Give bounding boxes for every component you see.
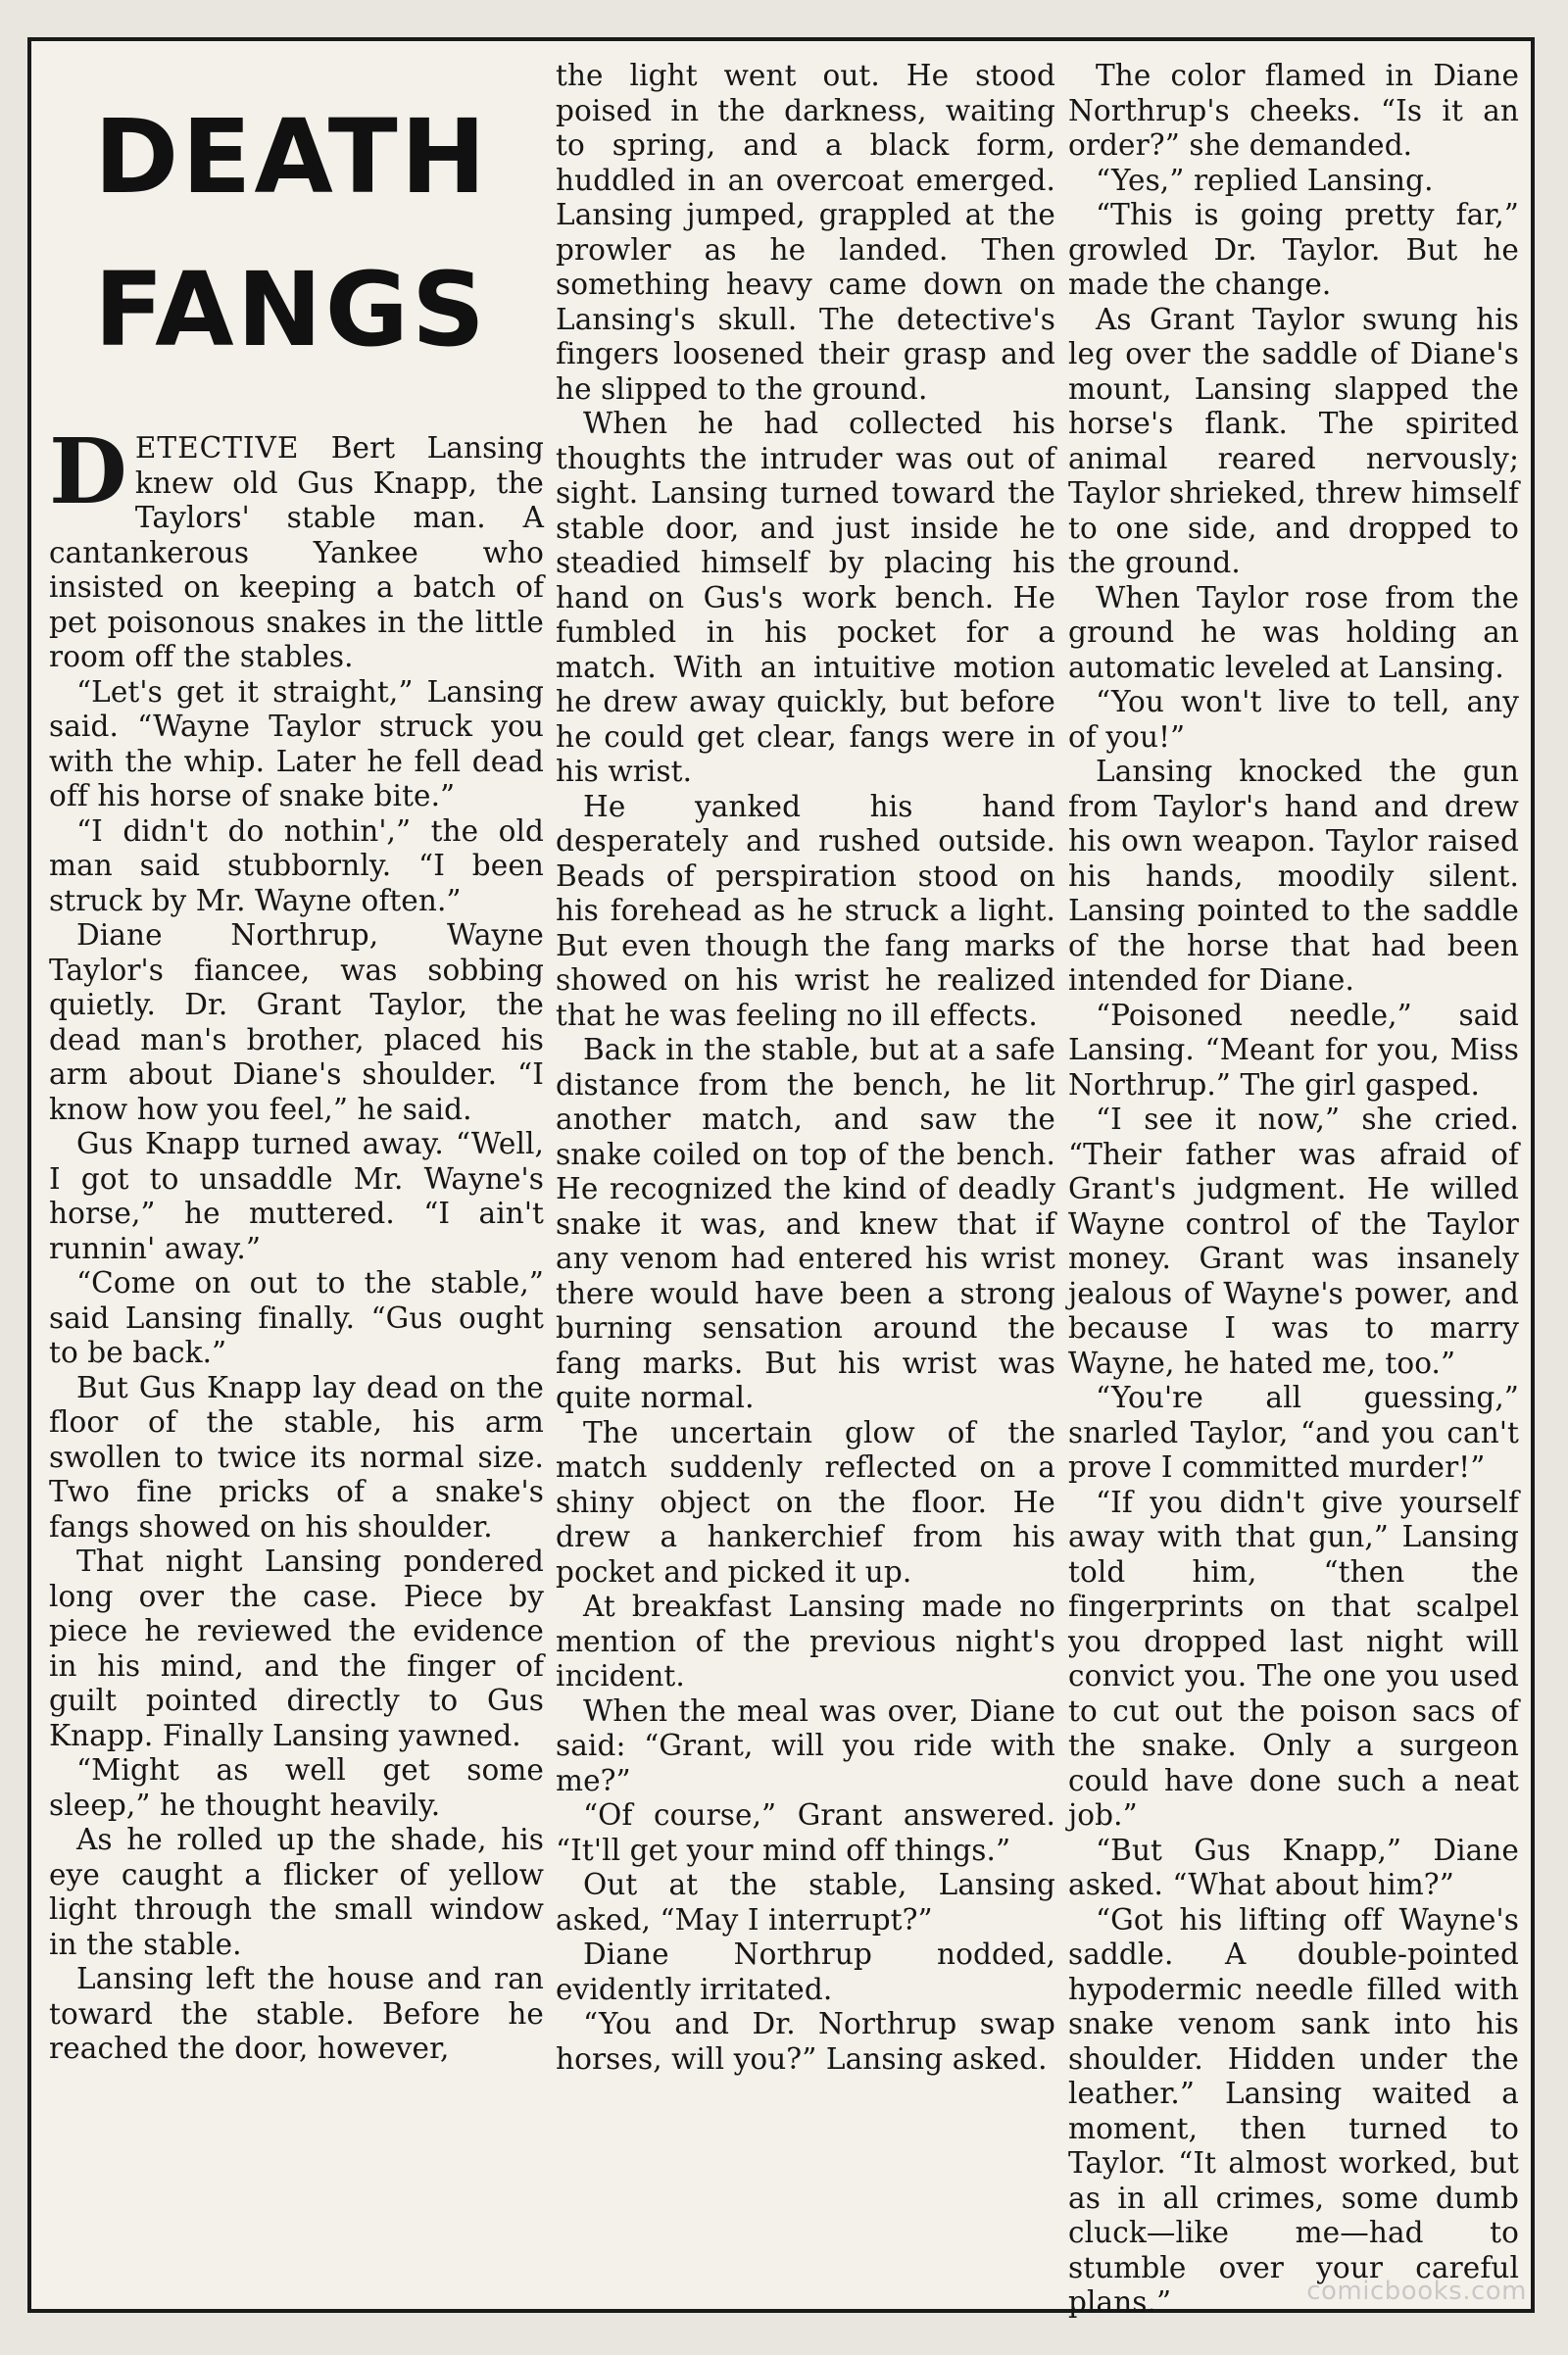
paragraph: “You're all guessing,” snarled Taylor, “and you can't prove I committed murder!” (1068, 1381, 1519, 1484)
paragraph: “I didn't do nothin',” the old man said stubbornly. “I been struck by Mr. Wayne often.” (49, 813, 544, 917)
paragraph: The uncertain glow of the match suddenly reflected on a shiny object on the floor. He drew a hankerchief from his pocket and picked it up. (556, 1415, 1055, 1589)
column-2 (556, 59, 1055, 2077)
paragraph: “You and Dr. Northrup swap horses, will you?” Lansing asked. (556, 2007, 1055, 2076)
story-title (94, 80, 544, 386)
paragraph: Back in the stable, but at a safe distance from the bench, he lit another match, and saw the snake coiled on top of the bench. He recognized the kind of deadly snake it was, and knew that if any venom had entered his wrist there would have been a strong burning sensation around the fang marks. But his wrist was quite normal. (556, 1033, 1055, 1414)
drop-cap: D (49, 418, 127, 524)
paragraph: “Of course,” Grant answered. “It'll get your mind off things.” (556, 1798, 1055, 1867)
paragraph: That night Lansing pondered long over the case. Piece by piece he reviewed the evidence in his mind, and the finger of guilt pointed directly to Gus Knapp. Finally Lansing yawned. (49, 1545, 544, 1752)
column-1-body (49, 418, 544, 2067)
paragraph: But Gus Knapp lay dead on the floor of the stable, his arm swollen to twice its normal size. Two fine pricks of a snake's fangs showed on his shoulder. (49, 1370, 544, 1544)
story-frame (27, 37, 1535, 2319)
paragraph: Out at the stable, Lansing asked, “May I interrupt?” (556, 1868, 1055, 1937)
paragraph: “If you didn't give yourself away with that gun,” Lansing told him, “then the fingerprints on that scalpel you dropped last night will convict you. The one you used to cut out the poison sacs of the snake. Only a surgeon could have done such a neat job.” (1068, 1485, 1519, 1832)
site-watermark: comicbooks.com (1306, 2277, 1527, 2306)
opening-paragraph (49, 418, 544, 675)
title-line-1: DEATH (94, 97, 489, 217)
column-3 (1068, 59, 1519, 2321)
paragraph: “This is going pretty far,” growled Dr. Taylor. But he made the change. (1068, 198, 1519, 301)
paragraph: “Come on out to the stable,” said Lansing finally. “Gus ought to be back.” (49, 1266, 544, 1369)
paragraph: “Might as well get some sleep,” he thought heavily. (49, 1753, 544, 1822)
paragraph: “I see it now,” she cried. “Their father was afraid of Grant's judgment. He willed Wayne control of the Taylor money. Grant was insanely jealous of Wayne's power, and because I was to marry Wayne, he hated me, too.” (1068, 1103, 1519, 1380)
paragraph: As Grant Taylor swung his leg over the saddle of Diane's mount, Lansing slapped the horse's flank. The spirited animal reared nervously; Taylor shrieked, threw himself to one side, and dropped to the ground. (1068, 302, 1519, 579)
paragraph: When Taylor rose from the ground he was holding an automatic leveled at Lansing. (1068, 580, 1519, 684)
paragraph: Lansing knocked the gun from Taylor's hand and drew his own weapon. Taylor raised his hands, moodily silent. Lansing pointed to the saddle of the horse that had been intended for Diane. (1068, 755, 1519, 997)
title-line-2: FANGS (94, 250, 488, 369)
opening-word: ETECTIVE (134, 431, 300, 465)
paragraph: Gus Knapp turned away. “Well, I got to unsaddle Mr. Wayne's horse,” he muttered. “I ain't runnin' away.” (49, 1127, 544, 1265)
paragraph: The color flamed in Diane Northrup's cheeks. “Is it an order?” she demanded. (1068, 59, 1519, 162)
paragraph: Diane Northrup nodded, evidently irritated. (556, 1938, 1055, 2006)
paragraph: “Got his lifting off Wayne's saddle. A double-pointed hypodermic needle filled with snake venom sank into his shoulder. Hidden under the leather.” Lansing waited a moment, then turned to Taylor. “It almost worked, but as in all crimes, some dumb cluck—like me—had to stumble over your careful plans.” (1068, 1902, 1519, 2319)
paragraph: When he had collected his thoughts the intruder was out of sight. Lansing turned toward the stable door, and just inside he steadied himself by placing his hand on Gus's work bench. He fumbled in his pocket for a match. With an intuitive motion he drew away quickly, but before he could get clear, fangs were in his wrist. (556, 407, 1055, 788)
paragraph: “Let's get it straight,” Lansing said. “Wayne Taylor struck you with the whip. Later he fell dead off his horse of snake bite.” (49, 674, 544, 812)
paragraph: He yanked his hand desperately and rushed outside. Beads of perspiration stood on his forehead as he struck a light. But even though the fang marks showed on his wrist he realized that he was feeling no ill effects. (556, 789, 1055, 1032)
column-1 (49, 41, 544, 2067)
paragraph: When the meal was over, Diane said: “Grant, will you ride with me?” (556, 1693, 1055, 1797)
paragraph: As he rolled up the shade, his eye caught a flicker of yellow light through the small window in the stable. (49, 1823, 544, 1961)
paragraph: Diane Northrup, Wayne Taylor's fiancee, was sobbing quietly. Dr. Grant Taylor, the dead man's brother, placed his arm about Diane's shoulder. “I know how you feel,” he said. (49, 918, 544, 1126)
paragraph: At breakfast Lansing made no mention of the previous night's incident. (556, 1590, 1055, 1693)
paragraph: “You won't live to tell, any of you!” (1068, 685, 1519, 754)
paragraph: “Yes,” replied Lansing. (1096, 163, 1434, 197)
paragraph: “But Gus Knapp,” Diane asked. “What about him?” (1068, 1833, 1519, 1901)
continued-paragraph: the light went out. He stood poised in the darkness, waiting to spring, and a black form, huddled in an overcoat emerged. Lansing jumped, grappled at the prowler as he landed. Then something heavy came down on Lansing's skull. The detective's fingers loosened their grasp and he slipped to the ground. (556, 59, 1055, 406)
paragraph: Lansing left the house and ran toward the stable. Before he reached the door, however, (49, 1962, 544, 2065)
paragraph: “Poisoned needle,” said Lansing. “Meant for you, Miss Northrup.” The girl gasped. (1068, 998, 1519, 1102)
opening-text: Bert Lansing knew old Gus Knapp, the Taylors' stable man. A cantankerous Yankee who insisted on keeping a batch of pet poisonous snakes in the little room off the stables. (49, 431, 544, 673)
